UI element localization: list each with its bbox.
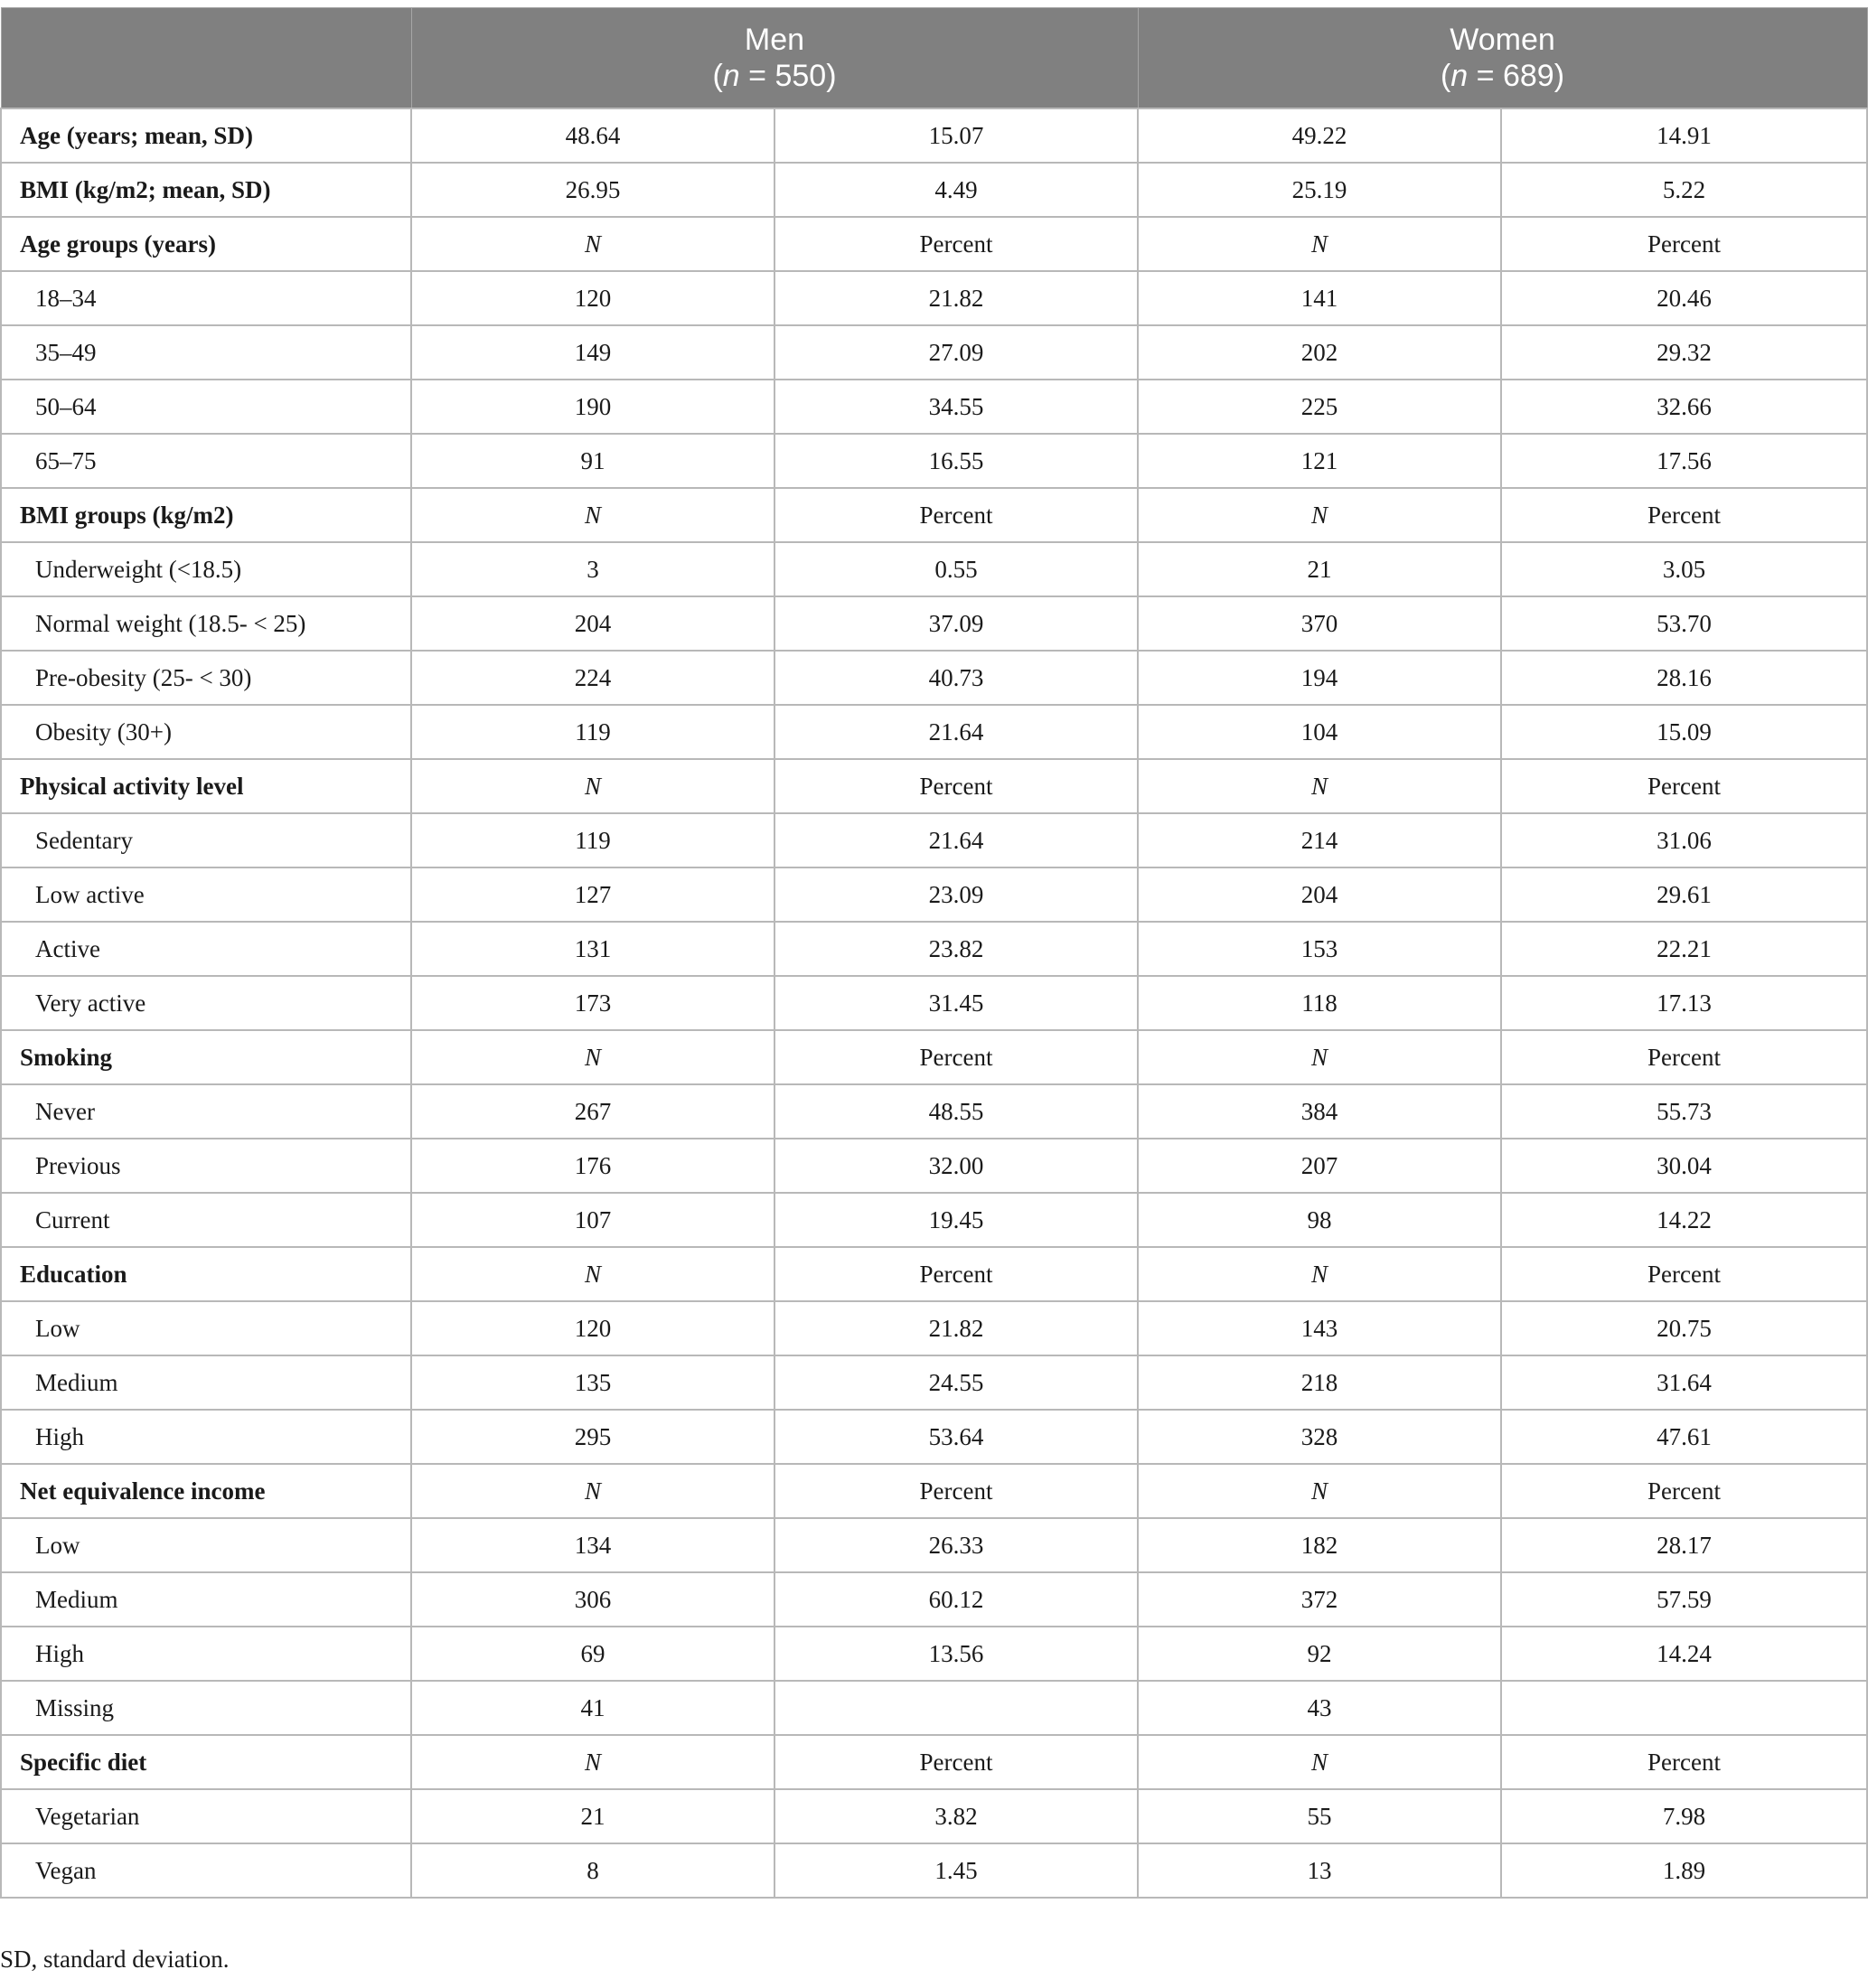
table-cell: 21 — [1138, 542, 1501, 596]
section-row — [1, 1247, 1867, 1301]
table-cell: 4.49 — [774, 163, 1138, 217]
table-cell: 49.22 — [1138, 108, 1501, 163]
table-cell: 1.45 — [774, 1843, 1138, 1898]
table-cell: Percent — [774, 1030, 1138, 1084]
table-row — [1, 380, 1867, 434]
table-row — [1, 542, 1867, 596]
row-label: Very active — [1, 976, 411, 1030]
section-row — [1, 1030, 1867, 1084]
table-cell: 328 — [1138, 1410, 1501, 1464]
table-cell: N — [1138, 217, 1501, 271]
table-cell: 48.55 — [774, 1084, 1138, 1139]
table-row — [1, 1355, 1867, 1410]
table-cell: 120 — [411, 1301, 774, 1355]
table-cell: N — [411, 1030, 774, 1084]
row-label: 35–49 — [1, 325, 411, 380]
table-cell: 120 — [411, 271, 774, 325]
table-cell: 8 — [411, 1843, 774, 1898]
table-cell — [1501, 1681, 1867, 1735]
header-women-n: (n = 689) — [1440, 59, 1565, 93]
table-cell: Percent — [774, 488, 1138, 542]
table-cell — [774, 1681, 1138, 1735]
table-cell: 24.55 — [774, 1355, 1138, 1410]
section-row — [1, 1464, 1867, 1518]
table-cell: 135 — [411, 1355, 774, 1410]
table-cell: 69 — [411, 1627, 774, 1681]
section-label: Net equivalence income — [1, 1464, 411, 1518]
table-cell: 21.82 — [774, 1301, 1138, 1355]
table-cell: 27.09 — [774, 325, 1138, 380]
table-cell: 53.64 — [774, 1410, 1138, 1464]
row-label: High — [1, 1410, 411, 1464]
row-label: Missing — [1, 1681, 411, 1735]
section-row — [1, 1735, 1867, 1789]
table-cell: 29.32 — [1501, 325, 1867, 380]
table-cell: Percent — [1501, 217, 1867, 271]
table-cell: 31.45 — [774, 976, 1138, 1030]
section-label: Age groups (years) — [1, 217, 411, 271]
table-cell: 47.61 — [1501, 1410, 1867, 1464]
table-cell: 26.33 — [774, 1518, 1138, 1572]
table-cell: 134 — [411, 1518, 774, 1572]
table-cell: 31.06 — [1501, 813, 1867, 867]
table-cell: 5.22 — [1501, 163, 1867, 217]
header-men — [411, 8, 1138, 109]
table-cell: 370 — [1138, 596, 1501, 651]
table-cell: 23.82 — [774, 922, 1138, 976]
table-cell: N — [1138, 1735, 1501, 1789]
table-cell: Percent — [1501, 759, 1867, 813]
table-cell: 224 — [411, 651, 774, 705]
table-cell: Percent — [1501, 488, 1867, 542]
table-cell: 194 — [1138, 651, 1501, 705]
row-label: Sedentary — [1, 813, 411, 867]
table-cell: 57.59 — [1501, 1572, 1867, 1627]
table-cell: 30.04 — [1501, 1139, 1867, 1193]
row-label: Low — [1, 1518, 411, 1572]
table-row — [1, 922, 1867, 976]
section-row — [1, 488, 1867, 542]
row-label: Low active — [1, 867, 411, 922]
row-label: High — [1, 1627, 411, 1681]
table-cell: 182 — [1138, 1518, 1501, 1572]
table-cell: Percent — [1501, 1030, 1867, 1084]
row-label: Medium — [1, 1355, 411, 1410]
table-cell: 372 — [1138, 1572, 1501, 1627]
table-cell: 43 — [1138, 1681, 1501, 1735]
table-row — [1, 651, 1867, 705]
table-row — [1, 325, 1867, 380]
table-cell: 143 — [1138, 1301, 1501, 1355]
table-cell: 17.56 — [1501, 434, 1867, 488]
table-cell: 14.91 — [1501, 108, 1867, 163]
table-footnote: SD, standard deviation. — [0, 1946, 230, 1973]
row-label: Low — [1, 1301, 411, 1355]
table-cell: N — [411, 759, 774, 813]
table-cell: 3.82 — [774, 1789, 1138, 1843]
demographics-table — [0, 7, 1868, 1899]
table-row — [1, 1139, 1867, 1193]
table-cell: 225 — [1138, 380, 1501, 434]
table-cell: 21.64 — [774, 813, 1138, 867]
table-cell: 141 — [1138, 271, 1501, 325]
table-cell: 131 — [411, 922, 774, 976]
table-row — [1, 813, 1867, 867]
section-label: Specific diet — [1, 1735, 411, 1789]
section-row — [1, 163, 1867, 217]
table-cell: 22.21 — [1501, 922, 1867, 976]
table-cell: Percent — [1501, 1735, 1867, 1789]
header-blank-cell — [1, 8, 411, 109]
table-cell: Percent — [774, 217, 1138, 271]
table-cell: 20.46 — [1501, 271, 1867, 325]
table-row — [1, 976, 1867, 1030]
table-row — [1, 1681, 1867, 1735]
table-cell: N — [1138, 1247, 1501, 1301]
table-cell: 19.45 — [774, 1193, 1138, 1247]
table-row — [1, 1410, 1867, 1464]
header-women — [1138, 8, 1867, 109]
table-cell: 15.07 — [774, 108, 1138, 163]
table-body — [1, 108, 1867, 1898]
row-label: Previous — [1, 1139, 411, 1193]
table-cell: 41 — [411, 1681, 774, 1735]
table-cell: N — [411, 1735, 774, 1789]
table-cell: 127 — [411, 867, 774, 922]
table-row — [1, 1193, 1867, 1247]
table-cell: 32.66 — [1501, 380, 1867, 434]
table-cell: 17.13 — [1501, 976, 1867, 1030]
section-label: BMI groups (kg/m2) — [1, 488, 411, 542]
table-cell: 153 — [1138, 922, 1501, 976]
table-cell: N — [1138, 1030, 1501, 1084]
row-label: Underweight (<18.5) — [1, 542, 411, 596]
table-cell: 204 — [1138, 867, 1501, 922]
table-cell: 21.82 — [774, 271, 1138, 325]
row-label: 18–34 — [1, 271, 411, 325]
table-cell: N — [411, 1247, 774, 1301]
table-cell: 204 — [411, 596, 774, 651]
table-row — [1, 1518, 1867, 1572]
table-cell: Percent — [1501, 1464, 1867, 1518]
table-cell: 21 — [411, 1789, 774, 1843]
table-row — [1, 1843, 1867, 1898]
table-cell: 190 — [411, 380, 774, 434]
row-label: Medium — [1, 1572, 411, 1627]
header-women-label: Women — [1450, 23, 1555, 57]
table-row — [1, 705, 1867, 759]
table-cell: 91 — [411, 434, 774, 488]
table-cell: 98 — [1138, 1193, 1501, 1247]
table-row — [1, 1084, 1867, 1139]
table-cell: 31.64 — [1501, 1355, 1867, 1410]
row-label: 65–75 — [1, 434, 411, 488]
table-cell: 121 — [1138, 434, 1501, 488]
table-cell: 202 — [1138, 325, 1501, 380]
table-cell: 119 — [411, 705, 774, 759]
table-cell: N — [1138, 759, 1501, 813]
table-cell: Percent — [774, 1247, 1138, 1301]
table-cell: 3.05 — [1501, 542, 1867, 596]
table-cell: 16.55 — [774, 434, 1138, 488]
table-cell: 28.16 — [1501, 651, 1867, 705]
row-label: 50–64 — [1, 380, 411, 434]
table-cell: 0.55 — [774, 542, 1138, 596]
table-cell: N — [411, 1464, 774, 1518]
table-row — [1, 867, 1867, 922]
table-cell: 149 — [411, 325, 774, 380]
table-cell: 34.55 — [774, 380, 1138, 434]
table-cell: 13 — [1138, 1843, 1501, 1898]
header-men-n: (n = 550) — [712, 59, 837, 93]
row-label: Current — [1, 1193, 411, 1247]
table-cell: 104 — [1138, 705, 1501, 759]
table-cell: 306 — [411, 1572, 774, 1627]
table-cell: 20.75 — [1501, 1301, 1867, 1355]
table-cell: 55.73 — [1501, 1084, 1867, 1139]
table-cell: 23.09 — [774, 867, 1138, 922]
table-cell: 32.00 — [774, 1139, 1138, 1193]
table-row — [1, 434, 1867, 488]
row-label: Obesity (30+) — [1, 705, 411, 759]
table-container — [0, 7, 1866, 1899]
row-label: Vegetarian — [1, 1789, 411, 1843]
table-cell: 3 — [411, 542, 774, 596]
table-cell: 15.09 — [1501, 705, 1867, 759]
table-cell: 28.17 — [1501, 1518, 1867, 1572]
table-cell: 26.95 — [411, 163, 774, 217]
table-cell: 173 — [411, 976, 774, 1030]
table-cell: 55 — [1138, 1789, 1501, 1843]
table-cell: 119 — [411, 813, 774, 867]
table-cell: 267 — [411, 1084, 774, 1139]
table-row — [1, 1789, 1867, 1843]
table-cell: 7.98 — [1501, 1789, 1867, 1843]
section-label: BMI (kg/m2; mean, SD) — [1, 163, 411, 217]
table-row — [1, 1301, 1867, 1355]
header-men-label: Men — [744, 23, 805, 57]
row-label: Never — [1, 1084, 411, 1139]
table-cell: N — [411, 488, 774, 542]
table-cell: 37.09 — [774, 596, 1138, 651]
table-cell: 60.12 — [774, 1572, 1138, 1627]
section-label: Age (years; mean, SD) — [1, 108, 411, 163]
row-label: Vegan — [1, 1843, 411, 1898]
table-cell: 40.73 — [774, 651, 1138, 705]
table-cell: 14.22 — [1501, 1193, 1867, 1247]
row-label: Pre-obesity (25- < 30) — [1, 651, 411, 705]
table-cell: 176 — [411, 1139, 774, 1193]
row-label: Normal weight (18.5- < 25) — [1, 596, 411, 651]
table-cell: Percent — [774, 1735, 1138, 1789]
table-cell: 29.61 — [1501, 867, 1867, 922]
table-cell: 92 — [1138, 1627, 1501, 1681]
table-cell: 25.19 — [1138, 163, 1501, 217]
table-cell: 384 — [1138, 1084, 1501, 1139]
section-label: Smoking — [1, 1030, 411, 1084]
table-cell: 53.70 — [1501, 596, 1867, 651]
table-cell: N — [1138, 1464, 1501, 1518]
row-label: Active — [1, 922, 411, 976]
table-cell: Percent — [774, 1464, 1138, 1518]
table-cell: 107 — [411, 1193, 774, 1247]
section-label: Education — [1, 1247, 411, 1301]
table-cell: 21.64 — [774, 705, 1138, 759]
table-cell: 214 — [1138, 813, 1501, 867]
section-row — [1, 108, 1867, 163]
table-cell: 14.24 — [1501, 1627, 1867, 1681]
table-row — [1, 1572, 1867, 1627]
table-cell: 218 — [1138, 1355, 1501, 1410]
table-row — [1, 596, 1867, 651]
table-cell: 118 — [1138, 976, 1501, 1030]
table-cell: 48.64 — [411, 108, 774, 163]
table-cell: Percent — [774, 759, 1138, 813]
section-label: Physical activity level — [1, 759, 411, 813]
table-row — [1, 271, 1867, 325]
section-row — [1, 759, 1867, 813]
table-cell: 295 — [411, 1410, 774, 1464]
table-row — [1, 1627, 1867, 1681]
table-cell: 1.89 — [1501, 1843, 1867, 1898]
table-cell: 207 — [1138, 1139, 1501, 1193]
table-cell: Percent — [1501, 1247, 1867, 1301]
table-cell: N — [1138, 488, 1501, 542]
section-row — [1, 217, 1867, 271]
header-row — [1, 8, 1867, 109]
table-cell: N — [411, 217, 774, 271]
table-cell: 13.56 — [774, 1627, 1138, 1681]
